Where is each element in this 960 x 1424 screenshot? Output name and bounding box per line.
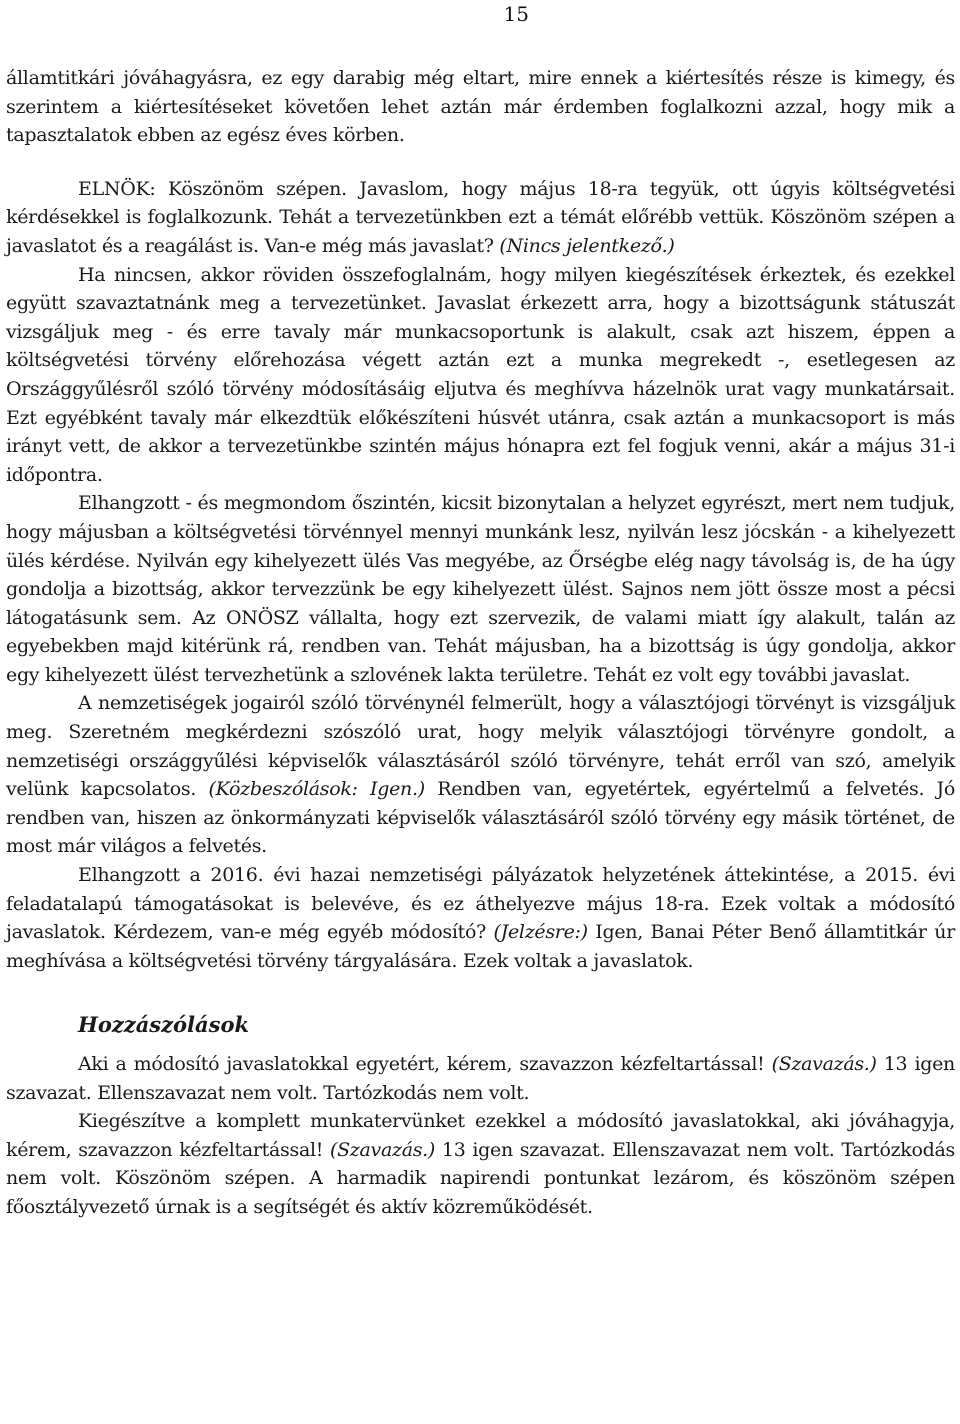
document-body	[6, 64, 955, 1222]
paragraph-7: Aki a módosító javaslatokkal egyetért, kérem, szavazzon kézfeltartással! (Szavazás.) 13 igen szavazat. Ellenszavazat nem volt. Tartózkodás nem volt.	[6, 1053, 955, 1104]
paragraph-6: Elhangzott a 2016. évi hazai nemzetiségi pályázatok helyzetének áttekintése, a 2015. évi feladatalapú támogatásokat is belevéve, és ez áthelyezve május 18-ra. Ezek voltak a módosító javaslatok. Kérdezem, van-e még egyéb módosító? (Jelzésre:) Igen, Banai Péter Benő államtitkár úr meghívása a költségvetési törvény tárgyalására. Ezek voltak a javaslatok.	[6, 864, 955, 972]
remark: (Közbeszólások: Igen.)	[208, 778, 425, 801]
remark: (Nincs jelentkező.)	[499, 234, 675, 257]
page-number: 15	[503, 2, 529, 26]
paragraph-4: Elhangzott - és megmondom őszintén, kicsit bizonytalan a helyzet egyrészt, mert nem tudjuk, hogy májusban a költségvetési törvénnyel mennyi munkánk lesz, nyilván lesz jócskán - a kihelyezett ülés kérdése. Nyilván egy kihelyezett ülés Vas megyébe, az Őrségbe elég nagy távolság is, de ha úgy gondolja a bizottság, akkor tervezzünk be egy kihelyezett ülést. Sajnos nem jött össze most a pécsi látogatásunk sem. Az ONÖSZ vállalta, hogy ezt szervezik, de valami miatt így alakult, talán az egyebekben majd kitérünk rá, rendben van. Tehát májusban, ha a bizottság is úgy gondolja, akkor egy kihelyezett ülést tervezhetünk a szlovének lakta területre. Tehát ez volt egy további javaslat.	[6, 492, 955, 686]
paragraph-2: ELNÖK: Köszönöm szépen. Javaslom, hogy május 18-ra tegyük, ott úgyis költségvetési kérdésekkel is foglalkozunk. Tehát a tervezetünkben ezt a témát előrébb vettük. Köszönöm szépen a javaslatot és a reagálást is. Van-e még más javaslat? (Nincs jelentkező.)	[6, 177, 955, 257]
paragraph-3: Ha nincsen, akkor röviden összefoglalnám, hogy milyen kiegészítések érkeztek, és ezekkel együtt szavaztatnánk meg a tervezetünket. Javaslat érkezett arra, hogy a bizottságunk státuszát vizsgáljuk meg - és erre tavaly már munkacsoportunk is alakult, csak azt hiszem, éppen a költségvetési törvény előrehozása végett aztán ezt a munka megrekedt -, esetlegesen az Országgyűlésről szóló törvény módosításáig eljutva és meghívva házelnök urat vagy munkatársait. Ezt egyébként tavaly már elkezdtük előkészíteni húsvét utánra, csak aztán a munkacsoport is más irányt vett, de akkor a tervezetünkbe szintén május hónapra ezt fel fogjuk venni, akár a május 31-i időpontra.	[6, 263, 955, 486]
paragraph-8: Kiegészítve a komplett munkatervünket ezekkel a módosító javaslatokkal, aki jóváhagyja, kérem, szavazzon kézfeltartással! (Szavazás.) 13 igen szavazat. Ellenszavazat nem volt. Tartózkodás nem volt. Köszönöm szépen. A harmadik napirendi pontunkat lezárom, és köszönöm szépen főosztályvezető úrnak is a segítségét és aktív közreműködését.	[6, 1110, 955, 1218]
remark: (Szavazás.)	[771, 1053, 877, 1075]
section-heading: Hozzászólások	[78, 1012, 250, 1038]
remark: (Szavazás.)	[329, 1138, 436, 1161]
paragraph-1: államtitkári jóváhagyásra, ez egy darabig még eltart, mire ennek a kiértesítés része is kimegy, és szerintem a kiértesítéseket követően lehet aztán már érdemben foglalkozni azzal, hogy mik a tapasztalatok ebben az egész éves körben.	[6, 67, 955, 147]
remark: (Jelzésre:)	[493, 921, 588, 944]
paragraph-5: A nemzetiségek jogairól szóló törvénynél felmerült, hogy a választójogi törvényt is vizsgáljuk meg. Szeretném megkérdezni szószóló urat, hogy melyik választójogi törvényre gondolt, a nemzetiségi országgyűlési képviselők választásáról szóló törvényre, tehát erről van szó, amelyik velünk kapcsolatos. (Közbeszólások: Igen.) Rendben van, egyetértek, egyértelmű a felvetés. Jó rendben van, hiszen az önkormányzati képviselők választásáról szóló törvény egy másik történet, de most már világos a felvetés.	[6, 692, 956, 858]
